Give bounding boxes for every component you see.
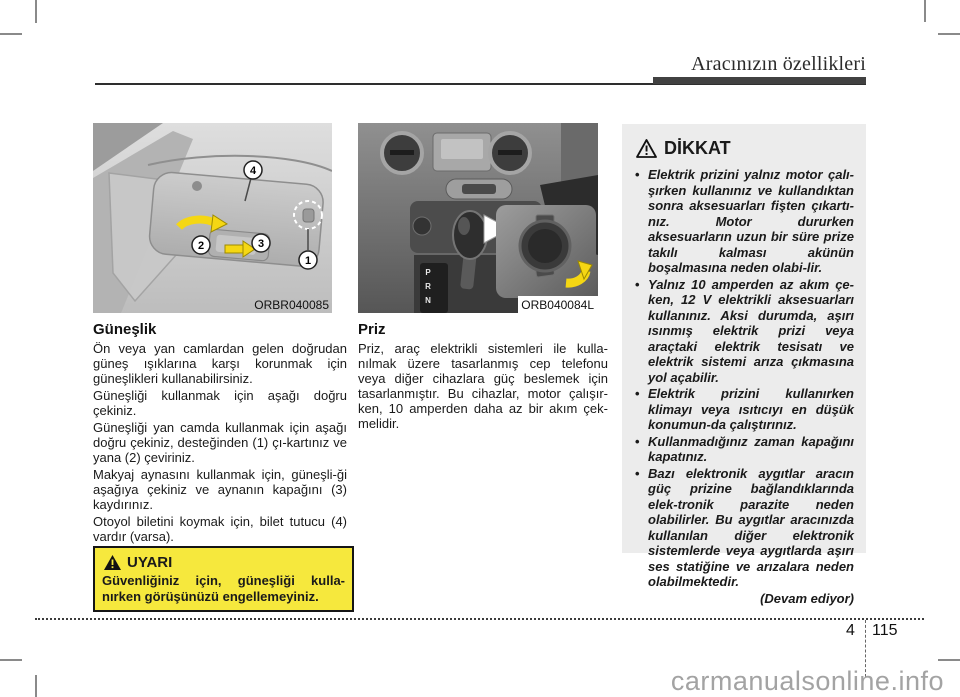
sunvisor-heading: Güneşlik (93, 321, 157, 338)
photo-code-label: ORBR040085 (254, 298, 329, 312)
warning-triangle-icon (104, 555, 121, 570)
outlet-photo (358, 123, 598, 313)
callout-3 (252, 234, 270, 252)
outlet-cap-inner (528, 229, 562, 263)
crop-mark-top-left-v (35, 0, 37, 23)
paragraph: Otoyol biletini koymak için, bilet tutucu (4) vardır (varsa). (93, 514, 347, 544)
vent-button (462, 184, 496, 194)
callout-2 (192, 236, 210, 254)
sunvisor-photo (93, 123, 332, 313)
console-button (413, 217, 431, 235)
sunvisor-text (93, 341, 347, 546)
svg-text:3: 3 (257, 238, 265, 250)
svg-text:2: 2 (197, 240, 205, 252)
caution-item: • Elektrik prizini yalnız motor çalı-şırken kullanınız ve kullandıktan sonra aksesuarları fişten çıkartı-nız. Motor dururken aksesuarların uzun bir süre prize takılı kalması akünün boşalmasına neden olabi-lir. (634, 167, 854, 276)
display-screen (441, 139, 483, 159)
paragraph: Priz, araç elektrikli sistemleri ile kulla-nılmak üzere tasarlanmış cep telefonu veya diğer cihazlara güç beslemek için tasarlanmıştır. Bu cihazlar, motor çalışır-ken, 10 amperden daha az bir akım çek-melidir. (358, 341, 608, 431)
page-number: 115 (872, 622, 898, 639)
visor-hook (303, 209, 314, 222)
svg-text:1: 1 (304, 255, 312, 267)
knob-right-marker (498, 150, 522, 155)
paragraph: Güneşliği yan camda kullanmak için aşağı doğru çekiniz, desteğinden (1) çı-kartınız ve yana (2) çeviriniz. (93, 420, 347, 465)
page-title: Aracınızın özellikleri (691, 53, 866, 75)
crop-mark-bottom-left-h (0, 659, 22, 661)
gear-letter-n: N (425, 296, 431, 305)
crop-mark-bottom-left-v (35, 675, 37, 697)
shifter-knob (453, 211, 487, 259)
crop-mark-top-left-h (0, 33, 22, 35)
crop-mark-top-right-v (924, 0, 926, 22)
svg-text:4: 4 (249, 165, 257, 177)
warning-title: UYARI (127, 554, 173, 571)
warning-box (93, 546, 354, 612)
outlet-heading: Priz (358, 321, 386, 338)
caution-list (634, 167, 854, 590)
footer-rule (35, 618, 924, 620)
gear-letter-r: R (425, 282, 431, 291)
header-accent-bar (653, 77, 866, 84)
gear-letter-p: P (425, 268, 431, 277)
crop-mark-bottom-right-h (938, 659, 960, 661)
watermark: carmanualsonline.info (670, 666, 944, 696)
outlet-text (358, 341, 608, 433)
paragraph: Makyaj aynasını kullanmak için, güneşli-ği aşağıya çekiniz ve aynanın kapağını (3) kaydırınız. (93, 467, 347, 512)
caution-title: DİKKAT (664, 138, 731, 158)
caution-item: • Elektrik prizini kullanırken klimayı veya ısıtıcıyı en düşük konumun-da çalıştırınız. (634, 386, 854, 433)
photo-code-label: ORB040084L (521, 298, 594, 312)
warning-text: Güvenliğiniz için, güneşliği kulla-nırken görüşünüzü engellemeyiniz. (102, 573, 345, 604)
visor-pivot (192, 181, 202, 191)
callout-1 (299, 251, 317, 269)
paragraph: Ön veya yan camlardan gelen doğrudan güneş ışıklarına karşı korunmak için güneşlikleri kullanabilirsiniz. (93, 341, 347, 386)
caution-triangle-icon (636, 139, 657, 158)
chapter-number: 4 (846, 622, 855, 639)
caution-box (622, 124, 866, 606)
crop-mark-top-right-h (938, 33, 960, 35)
knob-highlight (458, 217, 470, 235)
callout-4 (244, 161, 262, 179)
caution-continued: (Devam ediyor) (760, 590, 854, 606)
caution-item: • Yalnız 10 amperden az akım çe-ken, 12 V elektrikli aksesuarları kullanınız. Aksi durumda, aşırı ısınmış elektrik prizi veya araçtaki elektrik tesisatı ve elektrik sistemi arıza çıkmasına yol açabilir. (634, 277, 854, 386)
caution-item: • Kullanmadığınız zaman kapağını kapatınız. (634, 434, 854, 465)
caution-item: • Bazı elektronik aygıtlar aracın güç prizine bağlandıklarında elek-tronik parazite neden olabilirler. Bu aygıtlar aracınızda kullanılan diğer elektronik sistemlerde veya aygıtlarda aşırı ses statiğine ve arızalara neden olabilmektedir. (634, 466, 854, 590)
door-trim (561, 123, 598, 185)
paragraph: Güneşliği kullanmak için aşağı doğru çekiniz. (93, 388, 347, 418)
knob-left-marker (390, 150, 414, 155)
